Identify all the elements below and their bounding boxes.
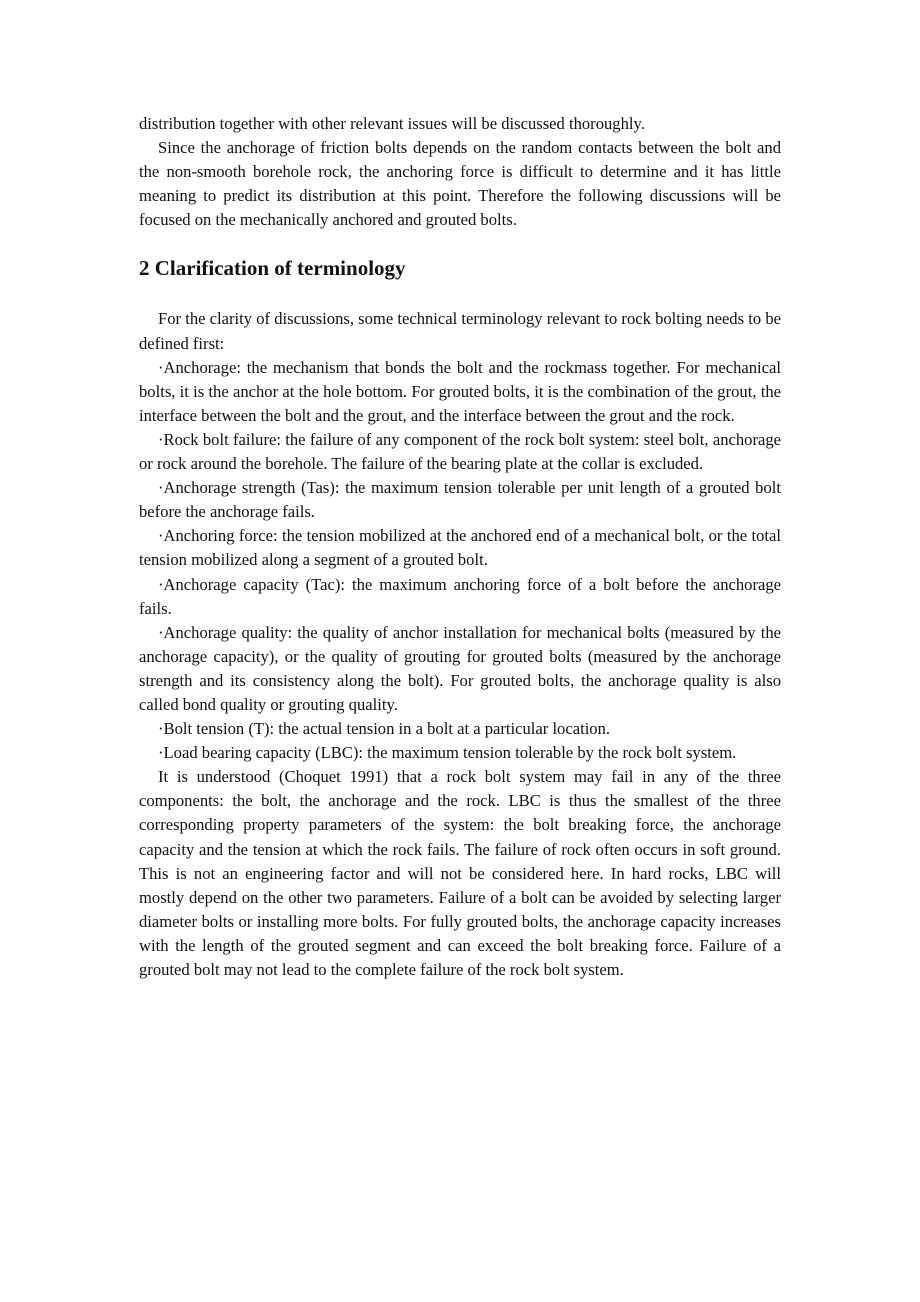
definition-anchorage-capacity: ·Anchorage capacity (Tac): the maximum anchoring force of a bolt before the anchorage fails. xyxy=(139,574,781,618)
definition-anchoring-force: ·Anchoring force: the tension mobilized at the anchored end of a mechanical bolt, or the total tension mobilized along a segment of a grouted bolt. xyxy=(139,526,781,570)
section-heading: 2 Clarification of terminology xyxy=(139,256,406,281)
definition-anchorage-quality: ·Anchorage quality: the quality of anchor installation for mechanical bolts (measured by the anchorage capacity), or the quality of grouting for grouted bolts (measured by the anchorage strength and its consistency along the bolt). For grouted bolts, the anchorage quality is also called bond quality or grouting quality. xyxy=(139,622,781,714)
definition-anchorage: ·Anchorage: the mechanism that bonds the bolt and the rockmass together. For mechanical bolts, it is the anchor at the hole bottom. For grouted bolts, it is the combination of the grout, the interface between the bolt and the grout, and the interface between the grout and the rock. xyxy=(139,357,781,425)
definition-anchorage-strength: ·Anchorage strength (Tas): the maximum tension tolerable per unit length of a grouted bolt before the anchorage fails. xyxy=(139,478,781,522)
paragraph-continuation: distribution together with other relevant issues will be discussed thoroughly. xyxy=(139,114,645,133)
definition-rock-bolt-failure: ·Rock bolt failure: the failure of any component of the rock bolt system: steel bolt, anchorage or rock around the borehole. The failure of the bearing plate at the collar is excluded. xyxy=(139,429,781,474)
document-page xyxy=(139,112,781,982)
paragraph-closing: It is understood (Choquet 1991) that a rock bolt system may fail in any of the three components: the bolt, the anchorage and the rock. LBC is thus the smallest of the three corresponding property parameters of the system: the bolt breaking force, the anchorage capacity and the tension at which the rock fails. The failure of rock often occurs in soft ground. This is not an engineering factor and will not be considered here. In hard rocks, LBC will mostly depend on the other two parameters. Failure of a bolt can be avoided by selecting larger diameter bolts or installing more bolts. For fully grouted bolts, the anchorage capacity increases with the length of the grouted segment and can exceed the bolt breaking force. Failure of a grouted bolt may not lead to the complete failure of the rock bolt system. xyxy=(139,767,781,979)
definition-load-bearing-capacity: ·Load bearing capacity (LBC): the maximum tension tolerable by the rock bolt system. xyxy=(158,743,737,763)
definition-bolt-tension: ·Bolt tension (T): the actual tension in a bolt at a particular location. xyxy=(158,719,611,739)
paragraph-intro: For the clarity of discussions, some technical terminology relevant to rock bolting needs to be defined first: xyxy=(139,309,781,353)
paragraph-friction-bolts: Since the anchorage of friction bolts depends on the random contacts between the bolt and the non-smooth borehole rock, the anchoring force is difficult to determine and it has little meaning to predict its distribution at this point. Therefore the following discussions will be focused on the mechanically anchored and grouted bolts. xyxy=(139,138,781,230)
